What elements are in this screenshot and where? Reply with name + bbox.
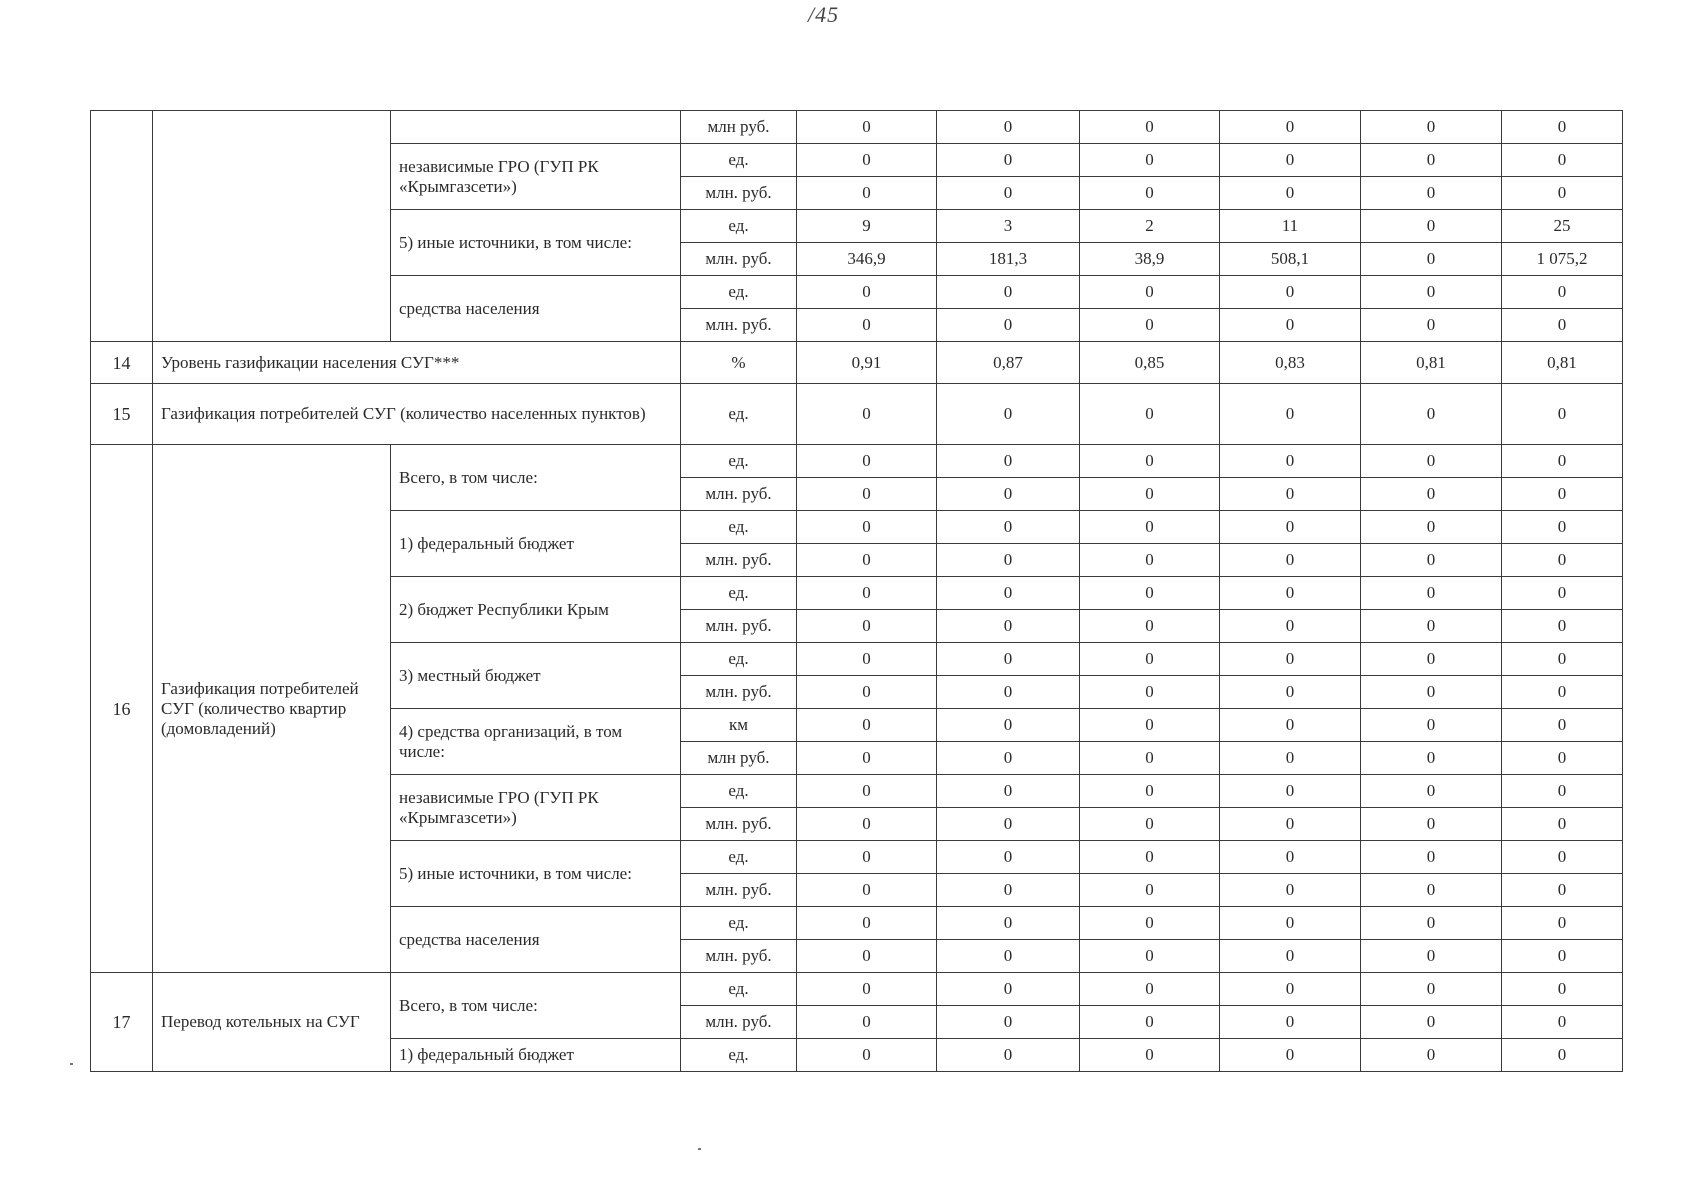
- value-cell: 0: [1080, 309, 1220, 342]
- source-cell: средства населения: [391, 276, 681, 342]
- value-cell: 0: [1361, 1039, 1502, 1072]
- source-cell: 3) местный бюджет: [391, 643, 681, 709]
- value-cell: 0: [1220, 577, 1361, 610]
- source-cell: средства населения: [391, 907, 681, 973]
- value-cell: 0: [1502, 610, 1623, 643]
- value-cell: 0: [1080, 1039, 1220, 1072]
- value-cell: 0: [937, 177, 1080, 210]
- value-cell: 0: [1361, 210, 1502, 243]
- value-cell: 2: [1080, 210, 1220, 243]
- value-cell: 0: [1502, 643, 1623, 676]
- source-cell: независимые ГРО (ГУП РК «Крымгазсети»): [391, 775, 681, 841]
- value-cell: 0: [1220, 709, 1361, 742]
- value-cell: 0: [1220, 309, 1361, 342]
- unit-cell: млн. руб.: [681, 478, 797, 511]
- unit-cell: млн. руб.: [681, 544, 797, 577]
- value-cell: 0: [1080, 742, 1220, 775]
- value-cell: 0: [937, 742, 1080, 775]
- value-cell: 0: [1502, 1039, 1623, 1072]
- value-cell: 0: [1361, 940, 1502, 973]
- value-cell: 9: [797, 210, 937, 243]
- value-cell: 0: [1361, 907, 1502, 940]
- unit-cell: млн. руб.: [681, 1006, 797, 1039]
- value-cell: 0: [1361, 577, 1502, 610]
- value-cell: 0,81: [1502, 342, 1623, 384]
- value-cell: 1 075,2: [1502, 243, 1623, 276]
- value-cell: 0: [1502, 709, 1623, 742]
- value-cell: 0: [1361, 610, 1502, 643]
- value-cell: 0: [1361, 445, 1502, 478]
- value-cell: 0: [1361, 544, 1502, 577]
- value-cell: 0: [1361, 709, 1502, 742]
- value-cell: 0: [797, 511, 937, 544]
- value-cell: 0: [937, 940, 1080, 973]
- value-cell: 0: [797, 676, 937, 709]
- table-row-14: [91, 342, 1623, 384]
- value-cell: 0: [937, 309, 1080, 342]
- value-cell: 0: [797, 177, 937, 210]
- unit-cell: млн руб.: [681, 742, 797, 775]
- value-cell: 0: [1220, 511, 1361, 544]
- value-cell: 0: [1080, 384, 1220, 445]
- value-cell: 0: [1361, 511, 1502, 544]
- value-cell: 0: [1502, 111, 1623, 144]
- unit-cell: млн. руб.: [681, 940, 797, 973]
- row-number-cell: [91, 111, 153, 342]
- value-cell: 0: [937, 577, 1080, 610]
- unit-cell: ед.: [681, 577, 797, 610]
- value-cell: 38,9: [1080, 243, 1220, 276]
- source-cell: 5) иные источники, в том числе:: [391, 841, 681, 907]
- value-cell: 0: [937, 445, 1080, 478]
- value-cell: 0,91: [797, 342, 937, 384]
- unit-cell: ед.: [681, 511, 797, 544]
- value-cell: 0: [1220, 478, 1361, 511]
- value-cell: 508,1: [1220, 243, 1361, 276]
- value-cell: 0: [1361, 309, 1502, 342]
- value-cell: 0: [797, 577, 937, 610]
- source-cell: Всего, в том числе:: [391, 973, 681, 1039]
- value-cell: 0: [797, 1006, 937, 1039]
- value-cell: 0: [937, 111, 1080, 144]
- value-cell: 0: [937, 676, 1080, 709]
- value-cell: 0: [1220, 676, 1361, 709]
- value-cell: 0: [797, 384, 937, 445]
- value-cell: 0: [1361, 144, 1502, 177]
- value-cell: 0: [1080, 276, 1220, 309]
- unit-cell: млн. руб.: [681, 808, 797, 841]
- unit-cell: ед.: [681, 276, 797, 309]
- value-cell: 0: [1220, 973, 1361, 1006]
- value-cell: 0: [1080, 775, 1220, 808]
- value-cell: 0: [1502, 445, 1623, 478]
- value-cell: 0: [797, 841, 937, 874]
- unit-cell: млн. руб.: [681, 676, 797, 709]
- value-cell: 0: [937, 544, 1080, 577]
- unit-cell: %: [681, 342, 797, 384]
- row-number-cell: 15: [91, 384, 153, 445]
- value-cell: 0: [1361, 243, 1502, 276]
- value-cell: 0: [1220, 276, 1361, 309]
- value-cell: 0: [1502, 511, 1623, 544]
- unit-cell: млн. руб.: [681, 874, 797, 907]
- value-cell: 0: [1502, 907, 1623, 940]
- table-row-17: [91, 973, 1623, 1006]
- value-cell: 0,83: [1220, 342, 1361, 384]
- value-cell: 0: [797, 973, 937, 1006]
- value-cell: 346,9: [797, 243, 937, 276]
- value-cell: 0: [797, 1039, 937, 1072]
- page-number-mark: /45: [808, 2, 840, 27]
- unit-cell: ед.: [681, 144, 797, 177]
- value-cell: 181,3: [937, 243, 1080, 276]
- value-cell: 0: [1502, 577, 1623, 610]
- unit-cell: млн. руб.: [681, 243, 797, 276]
- value-cell: 25: [1502, 210, 1623, 243]
- value-cell: 0: [937, 808, 1080, 841]
- row-number-cell: 14: [91, 342, 153, 384]
- unit-cell: ед.: [681, 1039, 797, 1072]
- value-cell: 0: [1361, 276, 1502, 309]
- value-cell: 0: [1361, 177, 1502, 210]
- value-cell: 0: [1361, 111, 1502, 144]
- value-cell: 0: [1080, 808, 1220, 841]
- value-cell: 0: [797, 643, 937, 676]
- value-cell: 0: [1502, 309, 1623, 342]
- value-cell: 0: [1502, 276, 1623, 309]
- value-cell: 0: [1220, 841, 1361, 874]
- value-cell: 0: [1080, 907, 1220, 940]
- unit-cell: млн. руб.: [681, 610, 797, 643]
- unit-cell: ед.: [681, 384, 797, 445]
- value-cell: 0: [1361, 742, 1502, 775]
- value-cell: 0: [1080, 676, 1220, 709]
- value-cell: 0: [1080, 445, 1220, 478]
- value-cell: 0: [1220, 1039, 1361, 1072]
- value-cell: 0: [1502, 676, 1623, 709]
- value-cell: 0: [1220, 544, 1361, 577]
- value-cell: 0: [1080, 709, 1220, 742]
- unit-cell: ед.: [681, 210, 797, 243]
- value-cell: 0: [1220, 610, 1361, 643]
- source-cell: 4) средства организаций, в том числе:: [391, 709, 681, 775]
- value-cell: 0: [1080, 177, 1220, 210]
- value-cell: 0: [1361, 478, 1502, 511]
- value-cell: 0: [797, 940, 937, 973]
- value-cell: 0: [1502, 940, 1623, 973]
- value-cell: 0: [1080, 144, 1220, 177]
- value-cell: 0: [1220, 874, 1361, 907]
- value-cell: 0: [937, 709, 1080, 742]
- value-cell: 0: [937, 610, 1080, 643]
- value-cell: 0: [1220, 144, 1361, 177]
- value-cell: 0: [797, 144, 937, 177]
- value-cell: 0: [1220, 775, 1361, 808]
- value-cell: 0,81: [1361, 342, 1502, 384]
- value-cell: 0: [937, 1039, 1080, 1072]
- unit-cell: ед.: [681, 445, 797, 478]
- unit-cell: ед.: [681, 643, 797, 676]
- value-cell: 0: [1080, 610, 1220, 643]
- value-cell: 0,85: [1080, 342, 1220, 384]
- value-cell: 0: [1220, 808, 1361, 841]
- value-cell: 0: [937, 841, 1080, 874]
- source-cell: независимые ГРО (ГУП РК «Крымгазсети»): [391, 144, 681, 210]
- value-cell: 0: [937, 1006, 1080, 1039]
- value-cell: 0: [937, 643, 1080, 676]
- value-cell: 0: [1361, 841, 1502, 874]
- value-cell: 3: [937, 210, 1080, 243]
- value-cell: 0: [1080, 940, 1220, 973]
- value-cell: 0: [937, 384, 1080, 445]
- value-cell: 0: [1361, 808, 1502, 841]
- value-cell: 0: [1220, 384, 1361, 445]
- value-cell: 0: [937, 874, 1080, 907]
- value-cell: 0: [1361, 874, 1502, 907]
- value-cell: 0: [1220, 742, 1361, 775]
- unit-cell: млн. руб.: [681, 177, 797, 210]
- value-cell: 0: [937, 973, 1080, 1006]
- value-cell: 0: [797, 742, 937, 775]
- value-cell: 0: [1080, 111, 1220, 144]
- value-cell: 0: [1080, 511, 1220, 544]
- value-cell: 0: [937, 907, 1080, 940]
- indicator-cell: [153, 111, 391, 342]
- scan-dot: [70, 1063, 73, 1065]
- value-cell: 0: [937, 144, 1080, 177]
- value-cell: 0: [797, 874, 937, 907]
- value-cell: 0: [797, 445, 937, 478]
- value-cell: 11: [1220, 210, 1361, 243]
- value-cell: 0: [797, 610, 937, 643]
- value-cell: 0: [1361, 775, 1502, 808]
- source-cell: [391, 111, 681, 144]
- value-cell: 0: [937, 775, 1080, 808]
- indicator-cell: Перевод котельных на СУГ: [153, 973, 391, 1072]
- unit-cell: млн руб.: [681, 111, 797, 144]
- table-row: [91, 111, 1623, 144]
- value-cell: 0: [1361, 676, 1502, 709]
- value-cell: 0: [797, 709, 937, 742]
- value-cell: 0: [1080, 544, 1220, 577]
- value-cell: 0: [1080, 643, 1220, 676]
- value-cell: 0: [1080, 874, 1220, 907]
- row-number-cell: 16: [91, 445, 153, 973]
- value-cell: 0: [797, 478, 937, 511]
- source-cell: 1) федеральный бюджет: [391, 511, 681, 577]
- value-cell: 0: [1080, 577, 1220, 610]
- value-cell: 0: [1502, 544, 1623, 577]
- value-cell: 0: [1502, 144, 1623, 177]
- value-cell: 0: [1080, 841, 1220, 874]
- table-row-15: [91, 384, 1623, 445]
- value-cell: 0: [1502, 742, 1623, 775]
- value-cell: 0: [1502, 384, 1623, 445]
- unit-cell: км: [681, 709, 797, 742]
- value-cell: 0: [797, 309, 937, 342]
- value-cell: 0: [1361, 973, 1502, 1006]
- value-cell: 0: [797, 111, 937, 144]
- value-cell: 0: [1220, 111, 1361, 144]
- source-cell: 1) федеральный бюджет: [391, 1039, 681, 1072]
- value-cell: 0: [797, 907, 937, 940]
- unit-cell: ед.: [681, 841, 797, 874]
- indicator-cell: Газификация потребителей СУГ (количество населенных пунктов): [153, 384, 681, 445]
- value-cell: 0: [1361, 643, 1502, 676]
- value-cell: 0: [1080, 1006, 1220, 1039]
- value-cell: 0: [1361, 1006, 1502, 1039]
- unit-cell: млн. руб.: [681, 309, 797, 342]
- value-cell: 0: [1502, 841, 1623, 874]
- source-cell: 5) иные источники, в том числе:: [391, 210, 681, 276]
- indicator-cell: Газификация потребителей СУГ (количество квартир (домовладений): [153, 445, 391, 973]
- value-cell: 0,87: [937, 342, 1080, 384]
- unit-cell: ед.: [681, 973, 797, 1006]
- value-cell: 0: [1502, 874, 1623, 907]
- unit-cell: ед.: [681, 775, 797, 808]
- value-cell: 0: [937, 478, 1080, 511]
- value-cell: 0: [1220, 940, 1361, 973]
- value-cell: 0: [1502, 478, 1623, 511]
- value-cell: 0: [797, 544, 937, 577]
- value-cell: 0: [797, 276, 937, 309]
- unit-cell: ед.: [681, 907, 797, 940]
- value-cell: 0: [1220, 177, 1361, 210]
- value-cell: 0: [1502, 973, 1623, 1006]
- value-cell: 0: [937, 511, 1080, 544]
- source-cell: 2) бюджет Республики Крым: [391, 577, 681, 643]
- value-cell: 0: [1220, 643, 1361, 676]
- value-cell: 0: [1502, 177, 1623, 210]
- value-cell: 0: [797, 775, 937, 808]
- value-cell: 0: [937, 276, 1080, 309]
- value-cell: 0: [1220, 1006, 1361, 1039]
- value-cell: 0: [1220, 907, 1361, 940]
- value-cell: 0: [1502, 1006, 1623, 1039]
- gasification-table: [90, 110, 1623, 1072]
- indicator-cell: Уровень газификации населения СУГ***: [153, 342, 681, 384]
- scan-dot: [698, 1148, 701, 1150]
- value-cell: 0: [1220, 445, 1361, 478]
- value-cell: 0: [1080, 478, 1220, 511]
- value-cell: 0: [1502, 808, 1623, 841]
- table-row-16: [91, 445, 1623, 478]
- value-cell: 0: [1502, 775, 1623, 808]
- source-cell: Всего, в том числе:: [391, 445, 681, 511]
- value-cell: 0: [797, 808, 937, 841]
- value-cell: 0: [1080, 973, 1220, 1006]
- row-number-cell: 17: [91, 973, 153, 1072]
- value-cell: 0: [1361, 384, 1502, 445]
